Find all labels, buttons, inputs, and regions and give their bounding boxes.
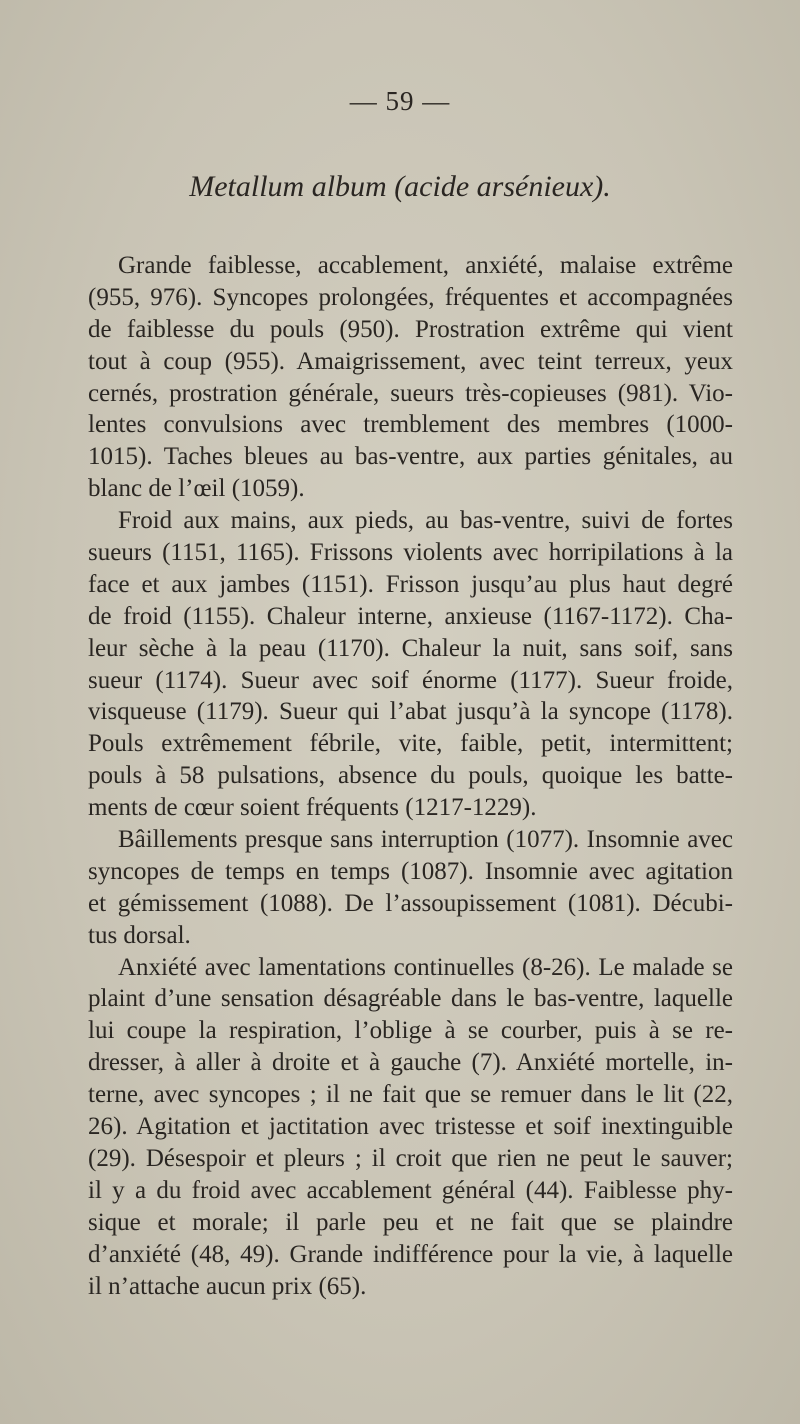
text-line: de faiblesse du pouls (950). Prostration extrême qui vient — [88, 315, 733, 343]
text-line: lentes convulsions avec tremblement des membres (1000- — [88, 411, 733, 439]
text-line: sueur (1174). Sueur avec soif énorme (1177). Sueur froide, — [88, 666, 733, 694]
text-line: dresser, à aller à droite et à gauche (7). Anxiété mortelle, in- — [88, 1049, 733, 1077]
text-line: 1015). Taches bleues au bas-ventre, aux parties génitales, au — [88, 443, 733, 471]
text-line: Grande faiblesse, accablement, anxiété, malaise extrême — [118, 252, 733, 279]
text-line: de froid (1155). Chaleur interne, anxieuse (1167-1172). Cha- — [88, 602, 733, 630]
text-line: (955, 976). Syncopes prolongées, fréquentes et accompagnées — [88, 283, 733, 311]
text-line: face et aux jambes (1151). Frisson jusqu’au plus haut degré — [88, 570, 733, 598]
text-line: Froid aux mains, aux pieds, au bas-ventre, suivi de fortes — [118, 507, 733, 535]
text-line: terne, avec syncopes ; il ne fait que se remuer dans le lit (22, — [88, 1081, 733, 1109]
text-line: tus dorsal. — [88, 921, 191, 949]
text-line: syncopes de temps en temps (1087). Insomnie avec agitation — [88, 857, 733, 885]
paragraph — [88, 952, 733, 1303]
text-line: leur sèche à la peau (1170). Chaleur la nuit, sans soif, sans — [88, 634, 733, 662]
text-line: d’anxiété (48, 49). Grande indifférence pour la vie, à laquelle — [88, 1240, 733, 1268]
paragraph — [88, 505, 733, 824]
section-heading: Metallum album (acide arsénieux). — [189, 170, 611, 203]
text-line: pouls à 58 pulsations, absence du pouls, quoique les batte- — [88, 762, 733, 790]
text-line: Anxiété avec lamentations continuelles (8-26). Le malade se — [118, 953, 733, 981]
text-line: Bâillements presque sans interruption (1077). Insomnie avec — [118, 826, 733, 854]
paragraph — [88, 824, 733, 952]
text-line: Pouls extrêmement fébrile, vite, faible, petit, intermittent; — [88, 730, 733, 758]
text-line: (29). Désespoir et pleurs ; il croit que rien ne peut le sauver; — [88, 1144, 733, 1172]
text-line: il y a du froid avec accablement général (44). Faiblesse phy- — [88, 1176, 733, 1204]
text-line: 26). Agitation et jactitation avec tristesse et soif inextinguible — [88, 1113, 733, 1141]
text-line: et gémissement (1088). De l’assoupissement (1081). Décubi- — [88, 889, 733, 917]
page-number: — 59 — — [349, 86, 451, 116]
page-body — [88, 250, 733, 1302]
text-line: ments de cœur soient fréquents (1217-1229). — [88, 794, 537, 822]
text-line: tout à coup (955). Amaigrissement, avec teint terreux, yeux — [88, 347, 733, 375]
text-line: il n’attache aucun prix (65). — [88, 1272, 367, 1300]
text-line: cernés, prostration générale, sueurs très-copieuses (981). Vio- — [88, 379, 733, 407]
text-line: sique et morale; il parle peu et ne fait que se plaindre — [88, 1208, 733, 1236]
text-line: blanc de l’œil (1059). — [88, 475, 305, 503]
text-line: visqueuse (1179). Sueur qui l’abat jusqu’à la syncope (1178). — [88, 698, 733, 726]
paragraph — [88, 250, 733, 505]
text-line: lui coupe la respiration, l’oblige à se courber, puis à se re- — [88, 1017, 733, 1045]
text-line: sueurs (1151, 1165). Frissons violents avec horripilations à la — [88, 539, 733, 567]
text-line: plaint d’une sensation désagréable dans le bas-ventre, laquelle — [88, 985, 733, 1013]
